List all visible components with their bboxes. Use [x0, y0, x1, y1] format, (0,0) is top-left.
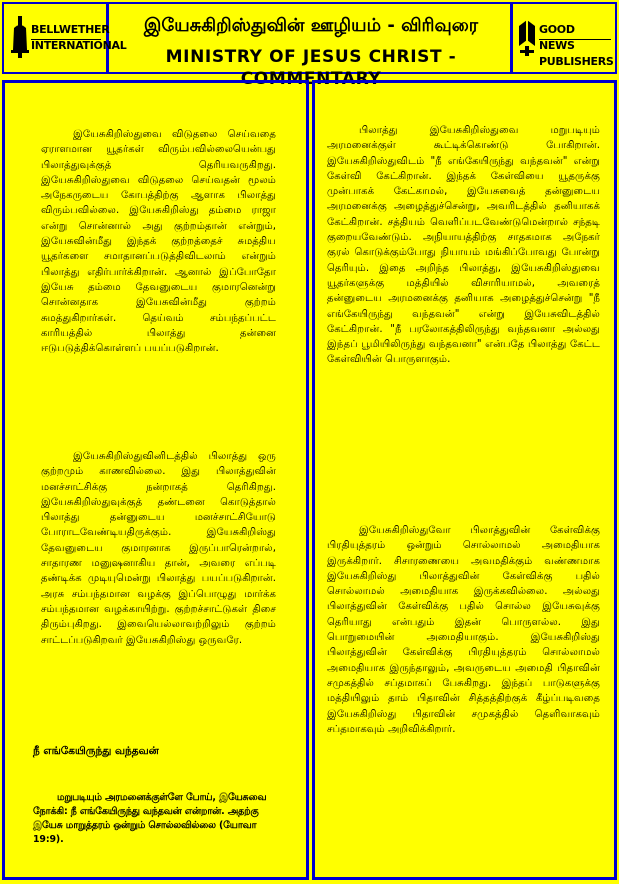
- right-logo-rule: [539, 39, 611, 40]
- good-news-logo: [510, 4, 615, 72]
- left-paragraph-1: இயேசுகிறிஸ்துவை விடுதலை செய்வதை ஏராளமான யூதர்கள் விரும்பவில்லையென்பது பிலாத்துவுக்குத் தெரியவருகிறது. இயேசுகிறிஸ்துவை விடுதலை செய்வதன் மூலம் அநேகருடைய கோபத்திற்கு ஆளாக பிலாத்து விரும்பவில்லை. இயேசுகிறிஸ்து தம்மை ராஜா என்று சொன்னால் அது குற்றம்தான் என்றும், இயேசுவின்மீது இந்தக் குற்றத்தைச் சுமத்திய யூதர்களை சமாதானப்படுத்திவிடலாம் என்றும் பிலாத்து எதிர்பார்க்கிறான். ஆனால் இப்போதோ இயேசு தம்மை தேவனுடைய குமாரனென்று சொன்னதாக இயேசுவின்மீது குற்றம் சுமத்துகிறார்கள். தெய்வம் சம்பந்தப்பட்ட காரியத்தில் பிலாத்து தன்னை ஈடுபடுத்திக்கொள்ளப் பயப்படுகிறான்.: [41, 129, 276, 355]
- book-icon: [517, 16, 537, 60]
- header: [2, 2, 617, 89]
- right-paragraph-2: இயேசுகிறிஸ்துவோ பிலாத்துவின் கேள்விக்கு பிரதியுத்தரம் ஒன்றும் சொல்லாமல் அமைதியாக இருக்கிறார். சிசாரணையை அவமதிக்கும் வண்ணமாக இயேசுகிறிஸ்து பிலாத்துவின் கேள்விக்கு பதில் சொல்லாமல் அமைதியாக இருக்கவில்லை. அல்லது பிலாத்துவின் கேள்விக்கு பதில் சொல்ல இயேசுவுக்கு தெரியாது என்பதும் இதன் பொருளல்ல. இது பொறுமையின் அமைதியாகும். இயேசுகிறிஸ்து பிலாத்துவின் கேள்விக்கு பிரதியுத்தரம் சொல்லாமல் அமைதியாக இருந்தாலும், அவருடைய அமைதி பிதாவின் சமுகத்தில் சப்தமாகப் பேசுகிறது. இந்தப் பாடுகளுக்கு மத்தியிலும் தாம் பிதாவின் சித்தத்திற்குக் கீழ்ப்படிவதை இயேசுகிறிஸ்து பிதாவின் சமுகத்தில் தெளிவாகவும் சப்தமாகவும் அறிவிக்கிறார்.: [327, 525, 600, 735]
- bell-icon: [11, 16, 29, 60]
- scripture-quote: மறுபடியும் அரமனைக்குள்ளே போய், இயேசுவை நோக்கி: நீ எங்கேயிருந்து வந்தவன் என்றான். அதற்கு இயேசு மாறுத்தரம் ஒன்றும் சொல்லவில்லை (யோவா 19:9).: [33, 792, 267, 845]
- left-paragraph-2: இயேசுகிறிஸ்துவினிடத்தில் பிலாத்து ஒரு குற்றமும் காணவில்லை. இது பிலாத்துவின் மனச்சாட்சிக்கு நன்றாகத் தெரிகிறது. இயேசுகிறிஸ்துவுக்குத் தண்டனை கொடுத்தால் பிலாத்து தன்னுடைய மனச்சாட்சியோடு போராடவேண்டியதிருக்கும். இயேசுகிறிஸ்து தேவனுடைய குமாரனாக இருப்பாரென்றால், சாதாரண மனுஷனாகிய தான், அவரை எப்படி தண்டிக்க முடியுமென்று பிலாத்து பயப்படுகிறான். அரசு சம்பந்தமான வழக்கு இப்பொழுது மார்க்க சம்பந்தமான வழக்காயிற்று. குற்றச்சாட்டுகள் திசை திரும்புகிறது. இவையெல்லாவற்றிலும் குற்றம் சாட்டப்படுகிறவர் இயேசுகிறிஸ்து ஒருவரே.: [41, 451, 276, 646]
- section-heading: நீ எங்கேயிருந்து வந்தவன்: [33, 745, 159, 757]
- left-column: [2, 80, 309, 880]
- left-logo-text: BELLWETHER INTERNATIONAL: [31, 23, 127, 52]
- left-logo-rule: [31, 39, 101, 40]
- right-column: [312, 80, 617, 880]
- right-paragraph-1: பிலாத்து இயேசுகிறிஸ்துவை மறுபடியும் அரமனைக்குள் கூட்டிக்கொண்டு போகிறான். இயேசுகிறிஸ்துவிடம் "நீ எங்கேயிருந்து வந்தவன்" என்று கேள்வி கேட்கிறான். இந்தக் கேள்வியை யூதருக்கு முன்பாகக் கேட்காமல், இயேசுவைத் தன்னுடைய அரமனைக்கு அழைத்துச்சென்று, அவரிடத்தில் தனியாகக் கேட்கிறான். சத்தியம் வெளிப்படவேண்டுமென்றால் சந்தடி குறையவேண்டும். அநியாயத்திற்கு சாதகமாக அநேகர் குரல் கொடுக்கும்போது நியாயம் மங்கிப்போவது போன்று தெரியும். இதை அறிந்த பிலாத்து, இயேசுகிறிஸ்துவை யூதர்களுக்கு மத்தியில் விசாரியாமல், அவரைத் தன்னுடைய அரமனைக்கு தனியாக அழைத்துச்சென்று "நீ எங்கேயிருந்து வந்தவன்" என்று இயேசுவிடத்தில் கேட்கிறான். "நீ பரலோகத்திலிருந்து வந்தவனா அல்லது இந்தப் பூமியிலிருந்து வந்தவனா" என்பதே பிலாத்து கேட்ட கேள்வியின் பொருளாகும்.: [327, 125, 600, 366]
- page-title-tamil: இயேசுகிறிஸ்துவின் ஊழியம் - விரிவுரை: [143, 15, 479, 36]
- right-logo-text: GOOD NEWS PUBLISHERS: [539, 23, 614, 68]
- page-title-english: MINISTRY OF JESUS CHRIST - COMMENTARY: [165, 47, 457, 89]
- bellwether-logo: [4, 4, 127, 72]
